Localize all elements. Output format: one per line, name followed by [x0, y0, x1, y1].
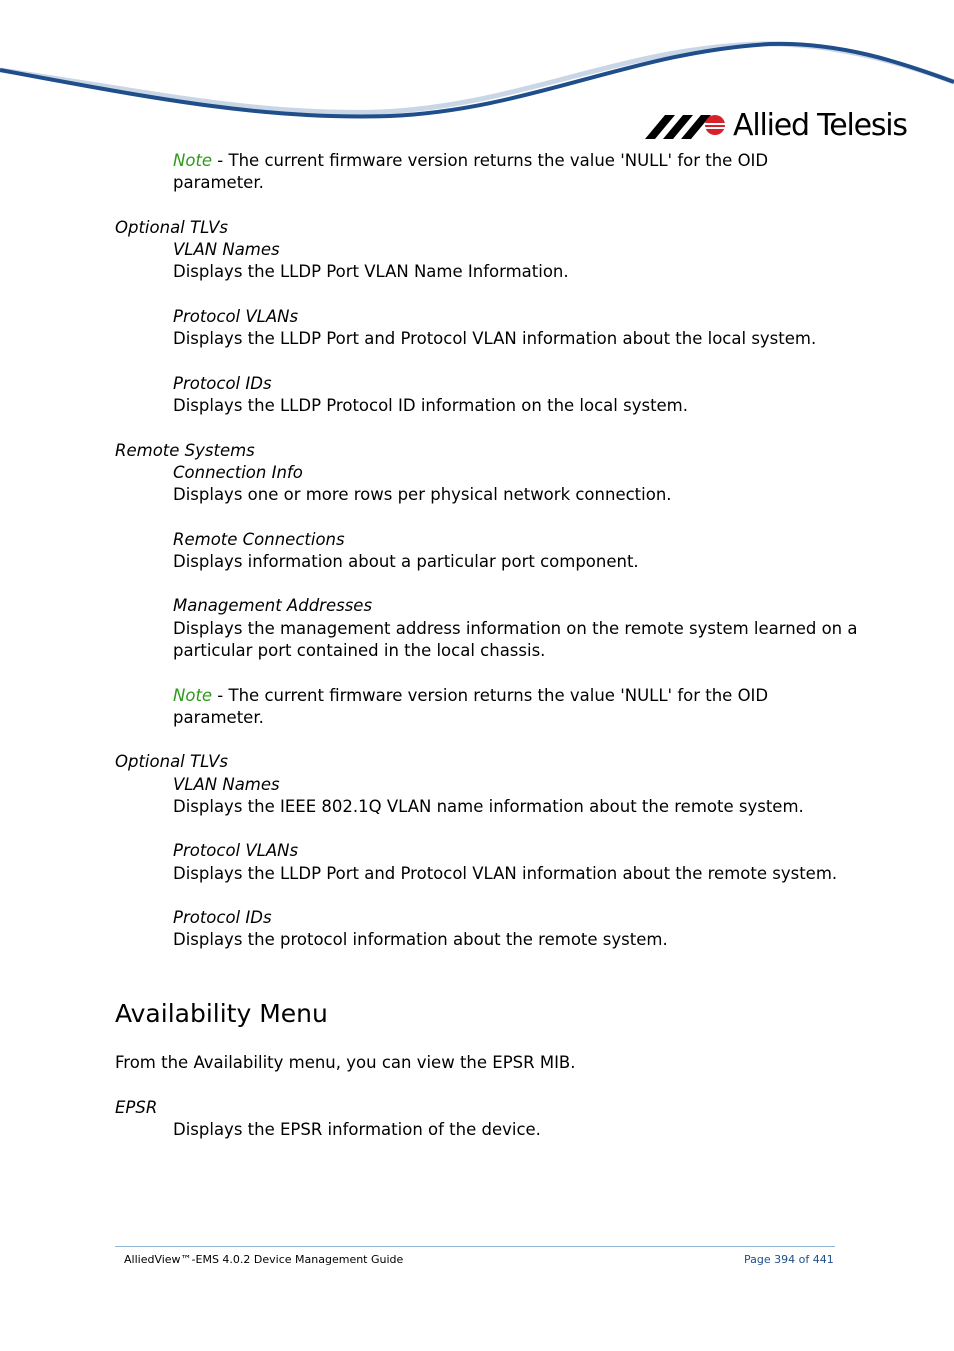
section-heading-availability-menu: Availability Menu: [115, 999, 328, 1028]
item-management-addresses-desc-cont: particular port contained in the local chassis.: [173, 641, 546, 660]
footer-divider: [115, 1246, 835, 1247]
item-remote-connections-desc: Displays information about a particular port component.: [173, 552, 639, 571]
item-remote-connections: Remote Connections: [173, 530, 345, 549]
allied-telesis-logo-mark-icon: [645, 113, 727, 141]
item-protocol-vlans-desc: Displays the LLDP Port and Protocol VLAN information about the local system.: [173, 329, 817, 348]
note-text: - The current firmware version returns the value 'NULL' for the OID: [212, 686, 769, 705]
allied-telesis-logo: [645, 108, 905, 144]
note-text-cont: parameter.: [173, 708, 264, 727]
item-connection-info: Connection Info: [173, 463, 303, 482]
item-vlan-names-desc: Displays the LLDP Port VLAN Name Information.: [173, 262, 569, 281]
brand-name: Allied Telesis: [733, 108, 907, 143]
local-note: [173, 150, 768, 172]
availability-intro: From the Availability menu, you can view the EPSR MIB.: [115, 1053, 576, 1072]
item-vlan-names: VLAN Names: [173, 240, 280, 259]
item-vlan-names-remote-desc: Displays the IEEE 802.1Q VLAN name information about the remote system.: [173, 797, 804, 816]
item-epsr: EPSR: [115, 1098, 158, 1117]
item-protocol-vlans: Protocol VLANs: [173, 307, 299, 326]
item-vlan-names-remote: VLAN Names: [173, 775, 280, 794]
item-protocol-ids-remote-desc: Displays the protocol information about the remote system.: [173, 930, 668, 949]
note-text: - The current firmware version returns the value 'NULL' for the OID: [212, 151, 769, 170]
item-protocol-vlans-remote-desc: Displays the LLDP Port and Protocol VLAN information about the remote system.: [173, 864, 838, 883]
item-protocol-ids-remote: Protocol IDs: [173, 908, 272, 927]
item-protocol-ids: Protocol IDs: [173, 374, 272, 393]
item-management-addresses-desc: Displays the management address information on the remote system learned on a: [173, 619, 858, 638]
footer-guide-title: AlliedView™-EMS 4.0.2 Device Management Guide: [124, 1253, 404, 1266]
note-text-cont: parameter.: [173, 173, 264, 192]
remote-note: [173, 685, 768, 707]
item-management-addresses: Management Addresses: [173, 596, 373, 615]
section-optional-tlvs-remote: Optional TLVs: [115, 752, 228, 771]
item-protocol-ids-desc: Displays the LLDP Protocol ID information on the local system.: [173, 396, 689, 415]
section-optional-tlvs: Optional TLVs: [115, 218, 228, 237]
note-label: Note: [173, 686, 213, 705]
header-swoosh: [0, 0, 954, 125]
item-connection-info-desc: Displays one or more rows per physical network connection.: [173, 485, 672, 504]
item-protocol-vlans-remote: Protocol VLANs: [173, 841, 299, 860]
item-epsr-desc: Displays the EPSR information of the device.: [173, 1120, 541, 1139]
footer-page-number: Page 394 of 441: [744, 1253, 834, 1266]
note-label: Note: [173, 151, 213, 170]
section-remote-systems: Remote Systems: [115, 441, 255, 460]
